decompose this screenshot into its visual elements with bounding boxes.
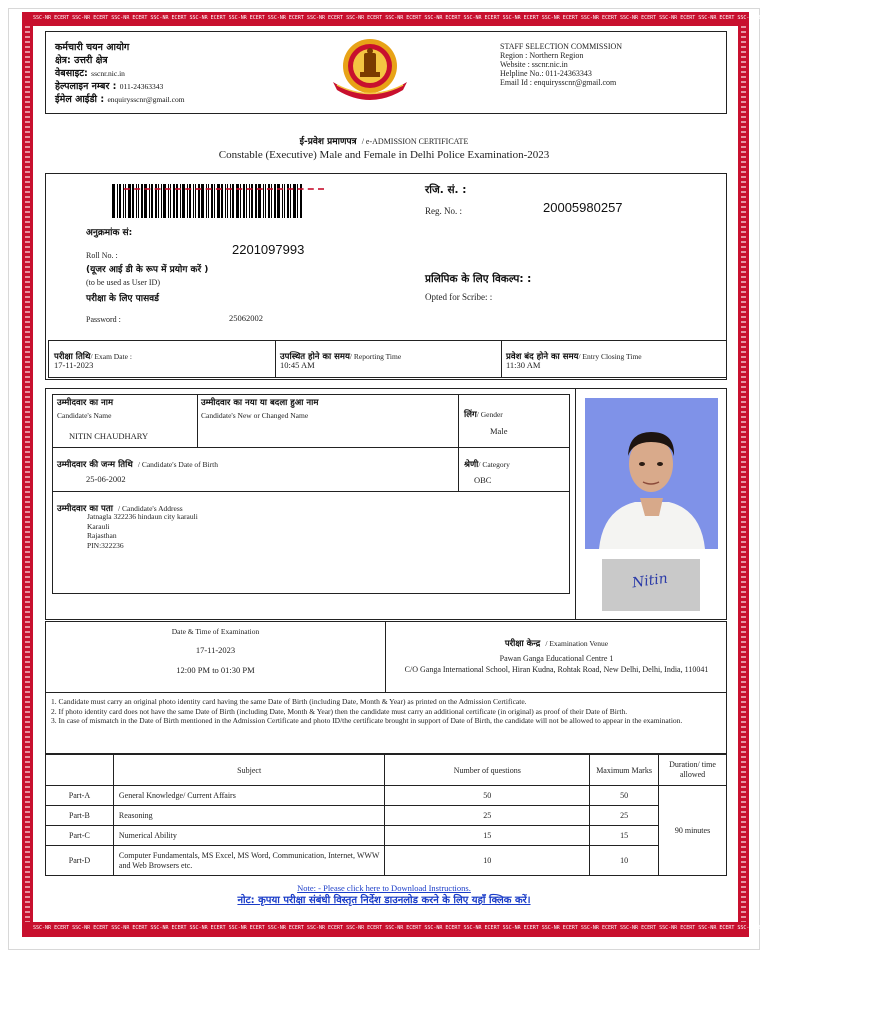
- grid-vline-1: [197, 395, 198, 447]
- hi-helpline-value: 011-24363343: [119, 82, 164, 91]
- dob-en: / Candidate's Date of Birth: [137, 460, 218, 469]
- category-label: [464, 453, 510, 471]
- ssc-emblem-icon: [327, 36, 413, 102]
- venue-en: / Examination Venue: [545, 639, 609, 648]
- table-row: [46, 806, 727, 826]
- timing-divider-1: [275, 341, 276, 377]
- instructions-list: [51, 697, 723, 726]
- dob-hi: उम्मीदवार की जन्म तिथि: [57, 460, 133, 470]
- gender-en: / Gender: [476, 410, 503, 419]
- header-hindi: [55, 40, 185, 105]
- marks-cell: 15: [590, 826, 659, 846]
- en-helpline: Helpline No.: 011-24363343: [500, 69, 592, 78]
- roll-label-hindi: अनुक्रमांक सं:: [86, 228, 133, 238]
- title-english: / e-ADMISSION CERTIFICATE: [361, 137, 469, 146]
- address-line: Karauli: [87, 521, 110, 531]
- hi-org-name: कर्मचारी चयन आयोग: [55, 42, 130, 53]
- signature-text: Nitin: [631, 570, 669, 592]
- address-line: Rajasthan: [87, 531, 117, 540]
- candidate-details-grid: [52, 394, 570, 594]
- password-label-hindi: परीक्षा के लिए पासवर्ड: [86, 294, 159, 304]
- part-cell: Part-A: [46, 786, 114, 806]
- subject-cell: Reasoning: [113, 806, 385, 826]
- paper-pattern-table: [45, 754, 727, 876]
- candidate-name: NITIN CHAUDHARY: [69, 431, 149, 441]
- candidate-signature: [602, 559, 700, 611]
- certificate-title: [0, 130, 768, 148]
- exam-name: Constable (Executive) Male and Female in Delhi Police Examination-2023: [218, 149, 550, 161]
- hi-helpline-label: हेल्पलाइन नम्बर :: [55, 81, 117, 92]
- closing-time-hi: प्रवेश बंद होने का समय: [506, 352, 579, 362]
- paper-header-row: [46, 755, 727, 786]
- barcode-bar: [112, 184, 115, 218]
- name-label-english: Candidate's Name: [57, 411, 112, 420]
- barcode-scanline: [124, 188, 324, 190]
- instruction-item: 3. In case of mismatch in the Date of Birth mentioned in the Admission Certificate and photo ID/the certificate brought in support of Date of Birth, the candidate will not be allowed to appear in the examination.: [51, 716, 683, 725]
- exam-venue-box: [45, 621, 727, 693]
- grid-vline-2: [458, 395, 459, 491]
- microtext-bottom: SSC-NR ECERT SSC-NR ECERT SSC-NR ECERT SSC-NR ECERT SSC-NR ECERT SSC-NR ECERT SSC-NR ECERT SSC-NR ECERT SSC-NR ECERT SSC-NR ECERT SSC-NR ECERT SSC-NR ECERT SSC-NR ECERT SSC-NR ECERT SSC-NR ECERT SSC-NR ECERT SSC-NR ECERT SSC-NR ECERT SSC-NR ECERT SSC-NR ECERT SSC-NR ECERT SSC-NR ECERT: [33, 925, 891, 931]
- microtext-top: SSC-NR ECERT SSC-NR ECERT SSC-NR ECERT SSC-NR ECERT SSC-NR ECERT SSC-NR ECERT SSC-NR ECERT SSC-NR ECERT SSC-NR ECERT SSC-NR ECERT SSC-NR ECERT SSC-NR ECERT SSC-NR ECERT SSC-NR ECERT SSC-NR ECERT SSC-NR ECERT SSC-NR ECERT SSC-NR ECERT SSC-NR ECERT SSC-NR ECERT SSC-NR ECERT SSC-NR ECERT: [33, 15, 891, 21]
- exam-date-en: / Exam Date :: [90, 352, 132, 361]
- roll-number: 2201097993: [232, 242, 305, 257]
- paper-header-duration: Duration/ time allowed: [659, 755, 727, 786]
- category-value: OBC: [474, 475, 492, 485]
- barcode-bar: [117, 184, 118, 218]
- timing-divider-2: [501, 341, 502, 377]
- address-hi: उम्मीदवार का पता: [57, 504, 113, 514]
- part-cell: Part-D: [46, 846, 114, 876]
- timing-row: [48, 340, 727, 378]
- scribe-label-english: Opted for Scribe: :: [425, 292, 493, 302]
- marks-cell: 10: [590, 846, 659, 876]
- hi-email-label: ईमेल आईडी :: [55, 94, 105, 105]
- venue-label: [386, 632, 727, 650]
- grid-hline-1: [53, 447, 569, 448]
- reg-label-english: Reg. No. :: [425, 206, 462, 216]
- part-cell: Part-C: [46, 826, 114, 846]
- photo-column-divider: [575, 389, 576, 619]
- address-en: / Candidate's Address: [118, 504, 183, 513]
- header-box: [45, 31, 727, 114]
- venue-address: C/O Ganga International School, Hiran Kudna, Rohtak Road, New Delhi, Delhi, India, 110041: [404, 665, 709, 674]
- questions-cell: 10: [385, 846, 590, 876]
- venue-hi: परीक्षा केन्द्र: [504, 639, 541, 649]
- subject-cell: Numerical Ability: [113, 826, 385, 846]
- exam-date-hi: परीक्षा तिथि: [54, 352, 91, 362]
- barcode-bar: [119, 184, 121, 218]
- title-hindi: ई-प्रवेश प्रमाणपत्र: [299, 137, 357, 147]
- dob-label: [57, 453, 218, 471]
- userid-note-hindi: (यूजर आई डी के रूप में प्रयोग करें ): [86, 265, 209, 275]
- exam-time: 12:00 PM to 01:30 PM: [176, 665, 255, 675]
- exam-date: 17-11-2023: [195, 645, 236, 655]
- gender-hi: लिंग: [464, 410, 477, 420]
- instructions-box: [45, 693, 727, 754]
- reg-number: 20005980257: [543, 200, 623, 215]
- instruction-item: 2. If photo identity card does not have the same Date of Birth (including Date, Month & Year) then the candidate must carry an additional certificate (in original) as proof of their Date of Birth.: [51, 706, 628, 716]
- reporting-time-en: / Reporting Time: [349, 352, 402, 361]
- subject-cell: General Knowledge/ Current Affairs: [113, 786, 385, 806]
- download-instructions-link[interactable]: Note: - Please click here to Download Instructions.: [297, 883, 471, 893]
- roll-label-english: Roll No. :: [86, 251, 118, 260]
- hi-website-label: वेबसाइट:: [55, 68, 88, 79]
- questions-cell: 50: [385, 786, 590, 806]
- marks-cell: 25: [590, 806, 659, 826]
- download-instructions-link-hindi[interactable]: नोट: कृपया परीक्षा संबंधी विस्तृत निर्देश डाउनलोड करने के लिए यहाँ क्लिक करें।: [237, 895, 531, 906]
- questions-cell: 15: [385, 826, 590, 846]
- closing-time-value: 11:30 AM: [506, 360, 541, 370]
- marks-cell: 50: [590, 786, 659, 806]
- address-line: PIN:322236: [87, 540, 124, 550]
- header-english: [500, 42, 622, 87]
- subject-cell: Computer Fundamentals, MS Excel, MS Word, Communication, Internet, WWW and Web Browsers etc.: [113, 846, 385, 876]
- duration-cell: 90 minutes: [659, 786, 727, 876]
- category-hi: श्रेणी: [464, 460, 479, 470]
- table-row: [46, 846, 727, 876]
- userid-note-english: (to be used as User ID): [86, 278, 160, 287]
- candidate-photo-image: [585, 398, 718, 549]
- scribe-label-hindi: प्रलिपिक के लिए विकल्प: :: [425, 273, 532, 285]
- newname-label-english: Candidate's New or Changed Name: [201, 411, 309, 420]
- table-row: [46, 786, 727, 806]
- grid-hline-2: [53, 491, 569, 492]
- table-row: [46, 826, 727, 846]
- en-org-name: STAFF SELECTION COMMISSION: [500, 42, 623, 51]
- password-label-english: Password :: [86, 315, 121, 324]
- closing-time-en: / Entry Closing Time: [578, 352, 642, 361]
- paper-header-subject: Subject: [113, 755, 385, 786]
- en-website: Website : sscnr.nic.in: [500, 60, 568, 69]
- part-cell: Part-B: [46, 806, 114, 826]
- paper-header-marks: Maximum Marks: [590, 755, 659, 786]
- name-label-hindi: उम्मीदवार का नाम: [57, 398, 114, 408]
- dob-value: 25-06-2002: [86, 474, 126, 484]
- paper-header-part: [46, 755, 114, 786]
- venue-name: Pawan Ganga Educational Centre 1: [499, 654, 614, 663]
- hi-region: क्षेत्र: उत्तरी क्षेत्र: [55, 55, 108, 66]
- reporting-time-value: 10:45 AM: [280, 360, 315, 370]
- reporting-time-hi: उपस्थित होने का समय: [280, 352, 350, 362]
- hi-website-value: sscnr.nic.in: [91, 69, 125, 78]
- instruction-item: 1. Candidate must carry an original photo identity card having the same Date of Birth (including Date, Month & Year) as printed on the Admission Certificate.: [51, 697, 527, 706]
- questions-cell: 25: [385, 806, 590, 826]
- gender-value: Male: [490, 426, 508, 436]
- ids-box: [45, 173, 727, 380]
- gender-label: [464, 403, 503, 421]
- password-value: 25062002: [229, 313, 263, 323]
- paper-header-questions: Number of questions: [385, 755, 590, 786]
- newname-label-hindi: उम्मीदवार का नया या बदला हुआ नाम: [201, 398, 319, 408]
- en-region: Region : Northern Region: [500, 51, 584, 60]
- candidate-photo: [585, 398, 718, 549]
- category-en: / Category: [478, 460, 510, 469]
- exam-date-value: 17-11-2023: [54, 360, 94, 370]
- address-line: Jatnagla 322236 hindaun city karauli: [87, 512, 198, 521]
- en-email: Email Id : enquirysscnr@gmail.com: [500, 78, 617, 87]
- candidate-box: [45, 388, 727, 620]
- datetime-label: Date & Time of Examination: [171, 627, 260, 636]
- reg-label-hindi: रजि. सं. :: [425, 184, 467, 196]
- address-block: [87, 512, 198, 550]
- hi-email-value: enquirysscnr@gmail.com: [107, 95, 185, 104]
